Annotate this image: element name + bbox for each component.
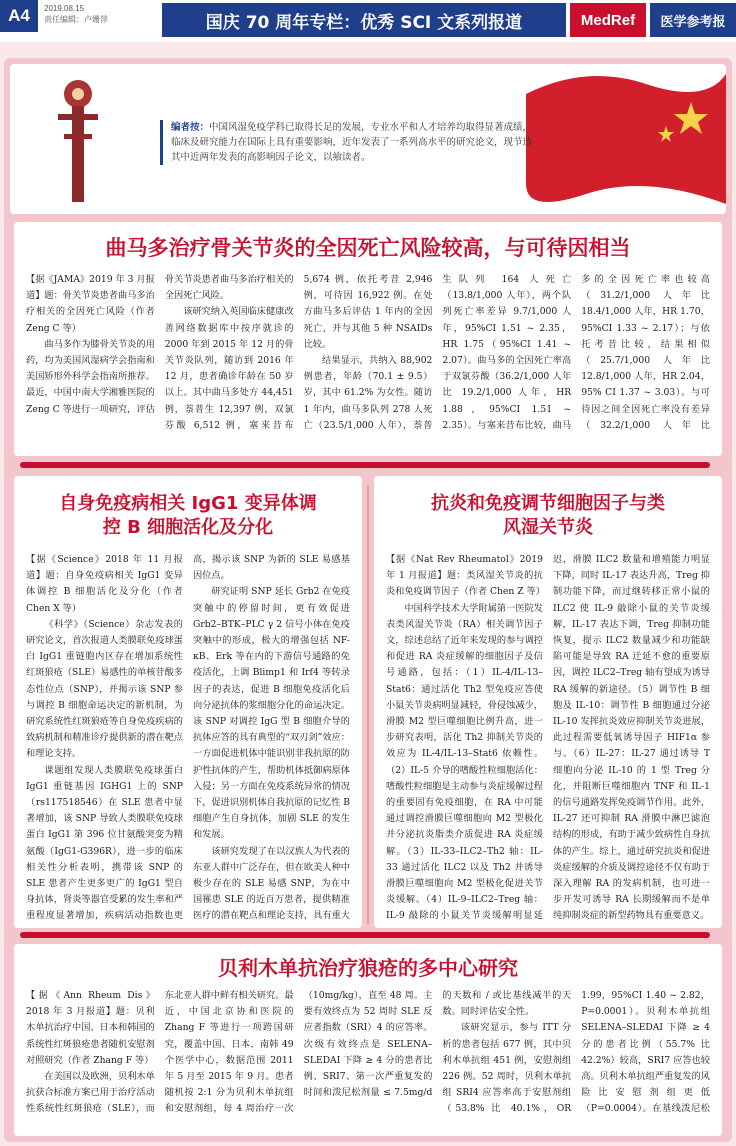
article-cytokines <box>374 476 722 928</box>
article-paragraph: 结果显示，共纳入 88,902 例患者，年龄（70.1 ± 9.5）岁，其中 61.2% 为女性。随访 1 年内，曲马多队列 278 人死亡（23.5/1,000 人年），萘普生队列 164 人死亡（13.8/1,000 人年），两个队列死亡率差异 9.7/1,000 人年，95%CI 1.51 ~ 2.35，HR 1.75（95%CI 1.41 ~ 2.07）。曲马多的全因死亡率高于双氯芬酸（36.2/1,000 人年比 19.2/1,000 人年，HR 1.88，95%CI 1.51 ~ 2.35）。与塞来昔布比较，曲马多的全因死亡率也较高（31.2/1,000 人年比 18.4/1,000 人年，HR 1.70，95%CI 1.33 ~ 2.17）；与依托考昔比较，结果相似（25.7/1,000 人年比 12.8/1,000 人年，HR 2.04，95% CI 1.37 ~ 3.03）。与可待因之间全因死亡率没有差异（32.2/1,000 人年比 <box>303 274 710 431</box>
editor-note-label: 编者按： <box>171 122 210 133</box>
section-divider <box>20 932 710 938</box>
article-title: 贝利木单抗治疗狼疮的多中心研究 <box>218 956 518 980</box>
column-divider <box>367 486 369 924</box>
issue-meta <box>44 3 108 25</box>
editor-note <box>160 120 540 165</box>
article-source: 【据《Nat Rev Rheumatol》2019 年 1 月报道】题：类风湿关节炎的抗炎和免疫调节因子（作者 Chen Z 等） <box>386 554 545 598</box>
lamp-pillar-icon <box>18 74 138 204</box>
article-title: 曲马多治疗骨关节炎的全因死亡风险较高，与可待因相当 <box>105 236 631 260</box>
article-belimumab <box>14 944 722 1136</box>
brand-name: 医学参考报 <box>650 3 736 37</box>
editor-credit: 责任编辑：卢姗萍 <box>44 15 108 24</box>
article-paragraph: 该研究发现了在以汉族人为代表的东亚人群中广泛存在，但在欧美人种中极少存在的 SLE 易感 SNP，为在中国罹患 SLE 的近百万患者，提供精准医疗的潜在靶点和理论支持，具有重大 <box>193 845 350 922</box>
editor-note-text: 中国风湿免疫学科已取得长足的发展，专业水平和人才培养均取得显著成绩，临床及研究能力在国际上具有重要影响，近年发表了一系列高水平的研究论文，现节选其中近两年发表的高影响因子论文，以飨读者。 <box>171 122 533 163</box>
issue-date: 2019.08.15 <box>44 4 85 13</box>
article-body <box>26 552 350 926</box>
article-paragraph: 课题组发现人类膜联免疫球蛋白 IgG1 重链基因 IGHG1 上的 SNP（rs117518546）在 SLE 患者中显著增加，该 SNP 导致人类膜联免疫球蛋白 IgG1 第 396 位甘氨酸突变为精氨酸（IgG1-G396R），进一步的临床相关性分析表明，携带该 SNP 的 SLE 患者产生更多更广的 IgG1 型自身抗体，肾炎等器官受累的发生率和严重程度显著增加，疾病活动指数也更高，揭示该 SNP 为新的 SLE 易感基因位点。 <box>26 554 350 922</box>
page-number: A4 <box>0 0 38 32</box>
column-banner: 国庆 70 周年专栏：优秀 SCI 文系列报道 <box>162 3 566 37</box>
article-paragraph: 在美国以及欧洲，贝利木单抗获合标准方案已用于治疗活动性系统性红斑狼疮（SLE），而东北亚人群中鲜有相关研究。最近，中国北京协和医院的 Zhang F 等进行一项跨国研究，覆盖中国、日本、南韩 49 个医学中心，数据范围 2011 年 5 月至 2015 年 9 月。患者随机按 2:1 分为贝利木单抗组和安慰剂组，每 4 周治疗一次（10mg/kg），直至 48 周。主要有效终点为 52 周时 SLE 反应者指数（SRI）4 的应答率。次级有效终点是 SELENA–SLEDAI 下降 ≥ 4 分的患者比例、SRI7、第一次严重复发的时间和泼尼松剂量 ≤ 7.5mg/d 的天数和 / 或比基线减半的天数。同时评估安全性。 <box>26 990 572 1115</box>
flag-icon <box>526 64 726 204</box>
article-paragraph: 该研究显示，参与 ITT 分析的患者包括 677 例，其中贝利木单抗组 451 例，安慰剂组 226 例。52 周时，贝利木单抗组 SRI4 应答率高于安慰剂组（53.8% 比 40.1%，OR 1.99，95%CI 1.40 ~ 2.82，P=0.0001）。贝利木单抗组 SELENA–SLEDAI 下降 ≥ 4 分的患者比例（55.7% 比 42.2%）较高，SRI7 应答也较高。贝利木单抗组严重复发的风险比安慰剂组更低（P=0.0004）。在基线泼尼松 <box>442 990 710 1115</box>
article-body <box>386 552 710 926</box>
article-igg1 <box>14 476 362 928</box>
article-title: 抗炎和免疫调节细胞因子与类风湿关节炎 <box>431 493 665 538</box>
article-paragraph: 中国科学技术大学附属第一医院发表类风湿关节炎（RA）相关调节因子文，综述总结了近年来发现的参与调控和促进 RA 炎症缓解的细胞因子及信号通路，包括：（1）IL-4/IL-13–Stat6：通过活化 Th2 型免疫应答使小鼠关节炎病明显减轻，骨侵蚀减少，滑膜 M2 型巨噬细胞比例升高，进一步研究表明，活化 Th2 抑制关节炎的效应为 IL-4/IL-13–Stat6 依赖性。（2）IL-5 介导的嗜酸性粒细胞活化：嗜酸性粒细胞是主动参与炎症缓解过程的重要固有免疫细胞，在 RA 中可能通过调控滑膜巨噬细胞向 M2 型极化并分泌抗炎脂类介质促进 RA 炎症缓解。（3）IL-33–ILC2–Th2 轴：IL-33 通过活化 ILC2 以及 Th2 并诱导滑膜巨噬细胞向 M2 型极化促进关节炎缓解。（4）IL-9–ILC2–Treg 轴：IL-9 敲除的小鼠关节炎缓解明显延迟，滑膜 ILC2 数量和增殖能力明显下降，同时 IL-17 表达升高，Treg 抑制功能下降，而过继转移正常小鼠的 ILC2 使 IL-9 敲除小鼠的关节炎缓解，IL-17 表达下调，Treg 抑制功能恢复，提示 ILC2 数量减少和功能缺陷可能是导致 RA 迁延不愈的重要原因，调控 ILC2–Treg 轴有望成为诱导 RA 缓解的新途径。（5）调节性 B 细胞及 IL-10：调节性 B 细胞通过分泌 IL-10 发挥抗炎效应抑制关节炎进展，此过程需要低氧诱导因子 HIF1α 参与。（6）IL-27：IL-27 通过诱导 T 细胞向分泌 IL-10 的 1 型 Treg 分化，并阻断巨噬细胞内 TNF 和 IL-1 的信号通路发挥免疫调节作用。此外，IL-27 还可抑制 RA 滑膜中淋巴滤泡结构的形成，有助于减少致病性自身抗体的产生。综上，通过研究抗炎和促进炎症缓解的介质及调控途径不仅有助于深入理解 RA 的发病机制，也可进一步开发可诱导 RA 长期缓解而不是单纯抑制炎症的新型药物具有重要意义。 <box>386 554 710 922</box>
article-source: 【据《Ann Rheum Dis》2018 年 3 月报道】题：贝利木单抗治疗中国、日本和韩国的系统性红斑狼疮患者随机安慰剂对照研究（作者 Zhang F 等） <box>26 990 155 1066</box>
brand-logo: MedRef <box>570 3 646 37</box>
article-body <box>26 988 710 1130</box>
article-source: 【据《Science》2018 年 11 月报道】题：自身免疫病相关 IgG1 变异体调控 B 细胞活化及分化（作者 Chen X 等） <box>26 554 183 614</box>
article-body <box>26 272 710 450</box>
article-tramadol <box>14 222 722 456</box>
top-bar <box>0 0 736 42</box>
article-paragraph: 《科学》（Science）杂志发表的研究论文，首次报道人类膜联免疫球蛋白 IgG1 重链胞内区存在增加系统性红斑狼疮（SLE）易感性的单核苷酸多态性位点（SNP），并揭示该 SNP 参与调控 B 细胞命运决定的新机制，为研究系统性红斑狼疮等自身免疫疾病的致病机制和精准诊疗提供新的潜在靶点和理论支持。 <box>26 618 183 760</box>
article-source: 【据《JAMA》2019 年 3 月报道】题：骨关节炎患者曲马多治疗相关的全因死亡风险（作者 Zeng C 等） <box>26 274 155 334</box>
article-title: 自身免疫病相关 IgG1 变异体调控 B 细胞活化及分化 <box>59 493 317 538</box>
article-paragraph: 研究证明 SNP 延长 Grb2 在免疫突触中的停留时间，更有效促进 Grb2–BTK–PLC γ 2 信号小体在免疫突触中的形成，极大的增强包括 NF-κB、Erk 等在内的下游信号通路的免疫活化，上调 Blimp1 和 Irf4 等转录因子的表达，促进 B 细胞免疫活化后向分泌抗体的浆细胞分化的命运决定。该 SNP 对调控 IgG 型 B 细胞介导的抗体应答的具有典型的“双刃剑”效应：一方面促进机体中能识别非我抗原的防护性抗体的产生，帮助机体抵御病原体入侵；另一方面在免疫系统异常的情况下，促进识别机体自我抗原的记忆性 B 细胞产生自身抗体，加剧 SLE 的发生和发展。 <box>193 586 350 841</box>
editor-note-band <box>10 64 726 214</box>
article-paragraph: 该研究纳入英国临床健康改善网络数据库中按序就诊的 2000 年到 2015 年 12 月的骨关节炎队列，随访到 2016 年 12 月，患者确诊年龄在 50 岁以上。其中曲马多处方 44,451 例，萘普生 12,397 例，双氯芬酸 6,512 例，塞来昔布 5,674 例，依托考昔 2,946 例，可待因 16,922 例。在处方曲马多后评估 1 年内的全因死亡，并与其他 5 种 NSAIDs 比较。 <box>164 274 433 431</box>
article-paragraph: 曲马多作为膝骨关节炎的用药，均为美国风湿病学会指南和美国矫形外科学会指南所推荐。最近，中国中南大学湘雅医院的 Zeng C 等进行一项研究，评估骨关节炎患者曲马多治疗相关的全因死亡风险。 <box>26 274 294 415</box>
section-divider <box>20 462 710 468</box>
